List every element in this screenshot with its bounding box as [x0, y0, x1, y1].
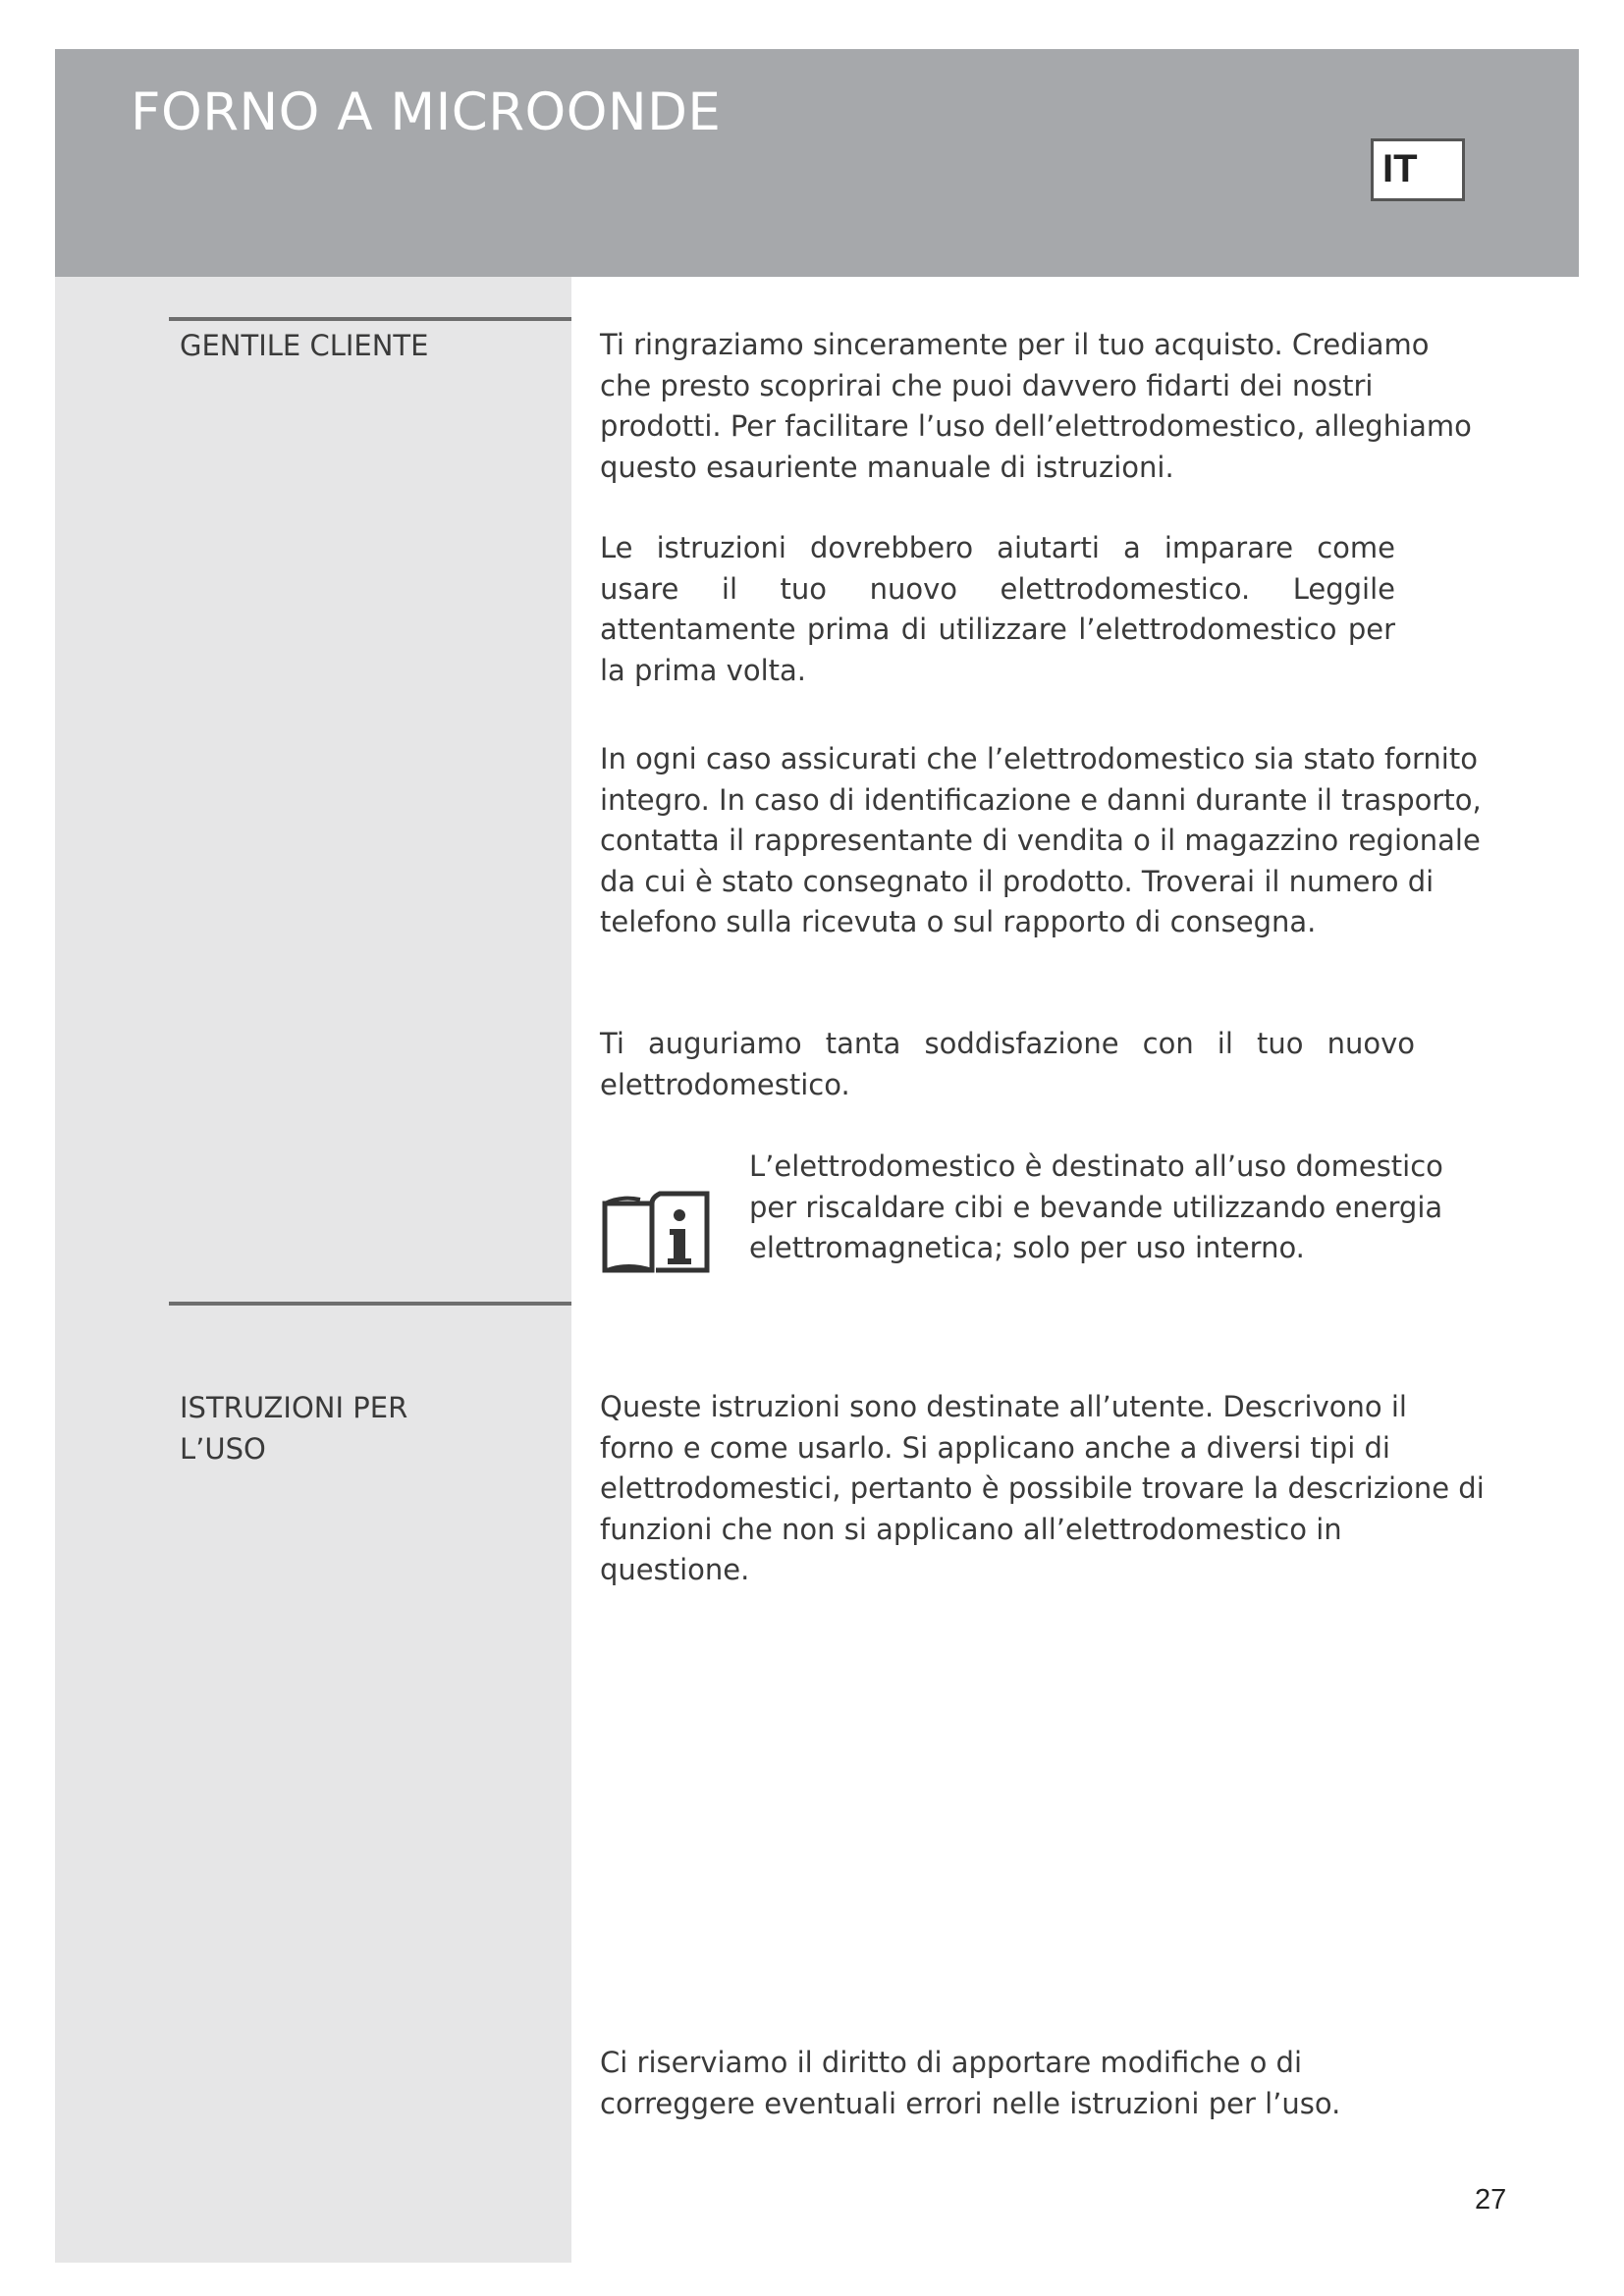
info-note: L’elettrodomestico è destinato all’uso domestico per riscaldare cibi e bevande utilizzando energia elettromagnetica; solo per uso interno.	[749, 1149, 1443, 1264]
delivery-check-paragraph: In ogni caso assicurati che l’elettrodomestico sia stato fornito integro. In caso di identificazione e danni durante il trasporto, contatta il rappresentante di vendita o il magazzino regionale da cui è stato consegnato il prodotto. Troverai il numero di telefono sulla ricevuta o sul rapporto di consegna.	[600, 742, 1482, 938]
language-badge-label: IT	[1382, 147, 1418, 190]
wishes-paragraph: Ti auguriamo tanta soddisfazione con il tuo nuovo elettrodomestico.	[600, 1027, 1415, 1101]
language-badge	[1371, 138, 1465, 201]
section-divider	[169, 1302, 571, 1306]
section-label-gentile-cliente: GENTILE CLIENTE	[180, 329, 429, 362]
intro-paragraph: Ti ringraziamo sinceramente per il tuo acquisto. Crediamo che presto scoprirai che puoi davvero fidarti dei nostri prodotti. Per facilitare l’uso dell’elettrodomestico, alleghiamo questo esauriente manuale di istruzioni.	[600, 328, 1472, 484]
page-number: 27	[1475, 2184, 1507, 2216]
usage-instructions-paragraph: Queste istruzioni sono destinate all’utente. Descrivono il forno e come usarlo. Si applicano anche a diversi tipi di elettrodomestici, pertanto è possibile trovare la descrizione di funzioni che non si applicano all’elettrodomestico in questione.	[600, 1390, 1485, 1586]
section-divider	[169, 317, 571, 321]
disclaimer-paragraph: Ci riserviamo il diritto di apportare modifiche o di correggere eventuali errori nelle istruzioni per l’uso.	[600, 2046, 1341, 2120]
page-title: FORNO A MICROONDE	[131, 82, 722, 142]
manual-info-icon	[601, 1190, 711, 1274]
instructions-paragraph: Le istruzioni dovrebbero aiutarti a imparare come usare il tuo nuovo elettrodomestico. Leggile attentamente prima di utilizzare l’elettrodomestico per la prima volta.	[600, 531, 1395, 687]
section-label-istruzioni-uso: ISTRUZIONI PER L’USO	[180, 1391, 408, 1466]
sidebar-column	[55, 277, 571, 2263]
